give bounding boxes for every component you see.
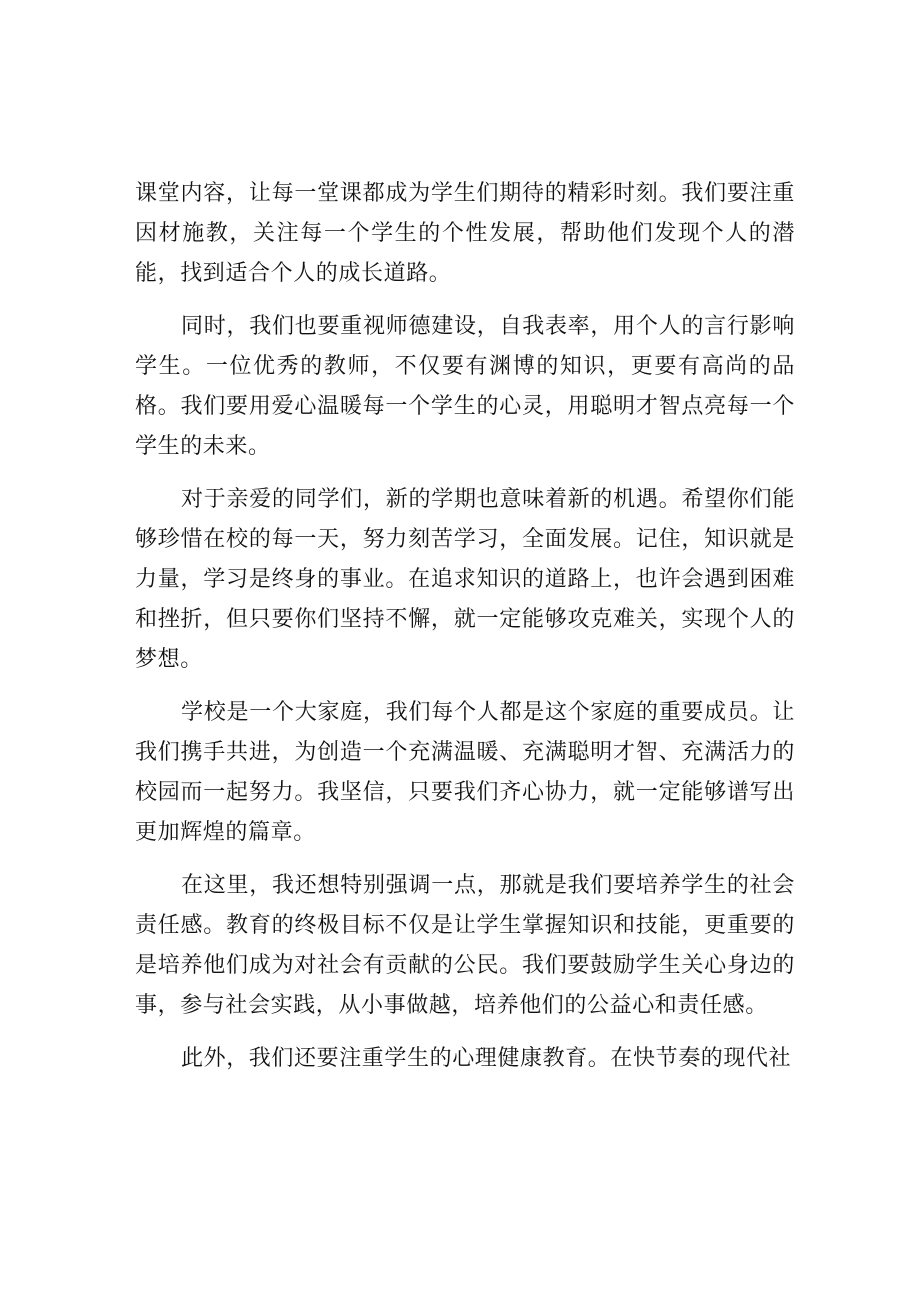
document-body [135, 174, 795, 1092]
paragraph-5: 在这里，我还想特别强调一点，那就是我们要培养学生的社会责任感。教育的终极目标不仅是让学生掌握知识和技能，更重要的是培养他们成为对社会有贡献的公民。我们要鼓励学生关心身边的事，参与社会实践，从小事做越，培养他们的公益心和责任感。 [135, 873, 795, 1018]
paragraph-4: 学校是一个大家庭，我们每个人都是这个家庭的重要成员。让我们携手共进，为创造一个充满温暖、充满聪明才智、充满活力的校园而一起努力。我坚信，只要我们齐心协力，就一定能够谱写出更加辉煌的篇章。 [135, 700, 795, 845]
paragraph-3: 对于亲爱的同学们，新的学期也意味着新的机遇。希望你们能够珍惜在校的每一天，努力刻苦学习，全面发展。记住，知识就是力量，学习是终身的事业。在追求知识的道路上，也许会遇到困难和挫折，但只要你们坚持不懈，就一定能够攻克难关，实现个人的梦想。 [135, 487, 795, 672]
paragraph-2: 同时，我们也要重视师德建设，自我表率，用个人的言行影响学生。一位优秀的教师，不仅要有渊博的知识，更要有高尚的品格。我们要用爱心温暖每一个学生的心灵，用聪明才智点亮每一个学生的未来。 [135, 314, 795, 459]
paragraph-1: 课堂内容，让每一堂课都成为学生们期待的精彩时刻。我们要注重因材施教，关注每一个学生的个性发展，帮助他们发现个人的潜能，找到适合个人的成长道路。 [135, 181, 795, 286]
paragraph-6: 此外，我们还要注重学生的心理健康教育。在快节奏的现代社 [181, 1046, 792, 1071]
